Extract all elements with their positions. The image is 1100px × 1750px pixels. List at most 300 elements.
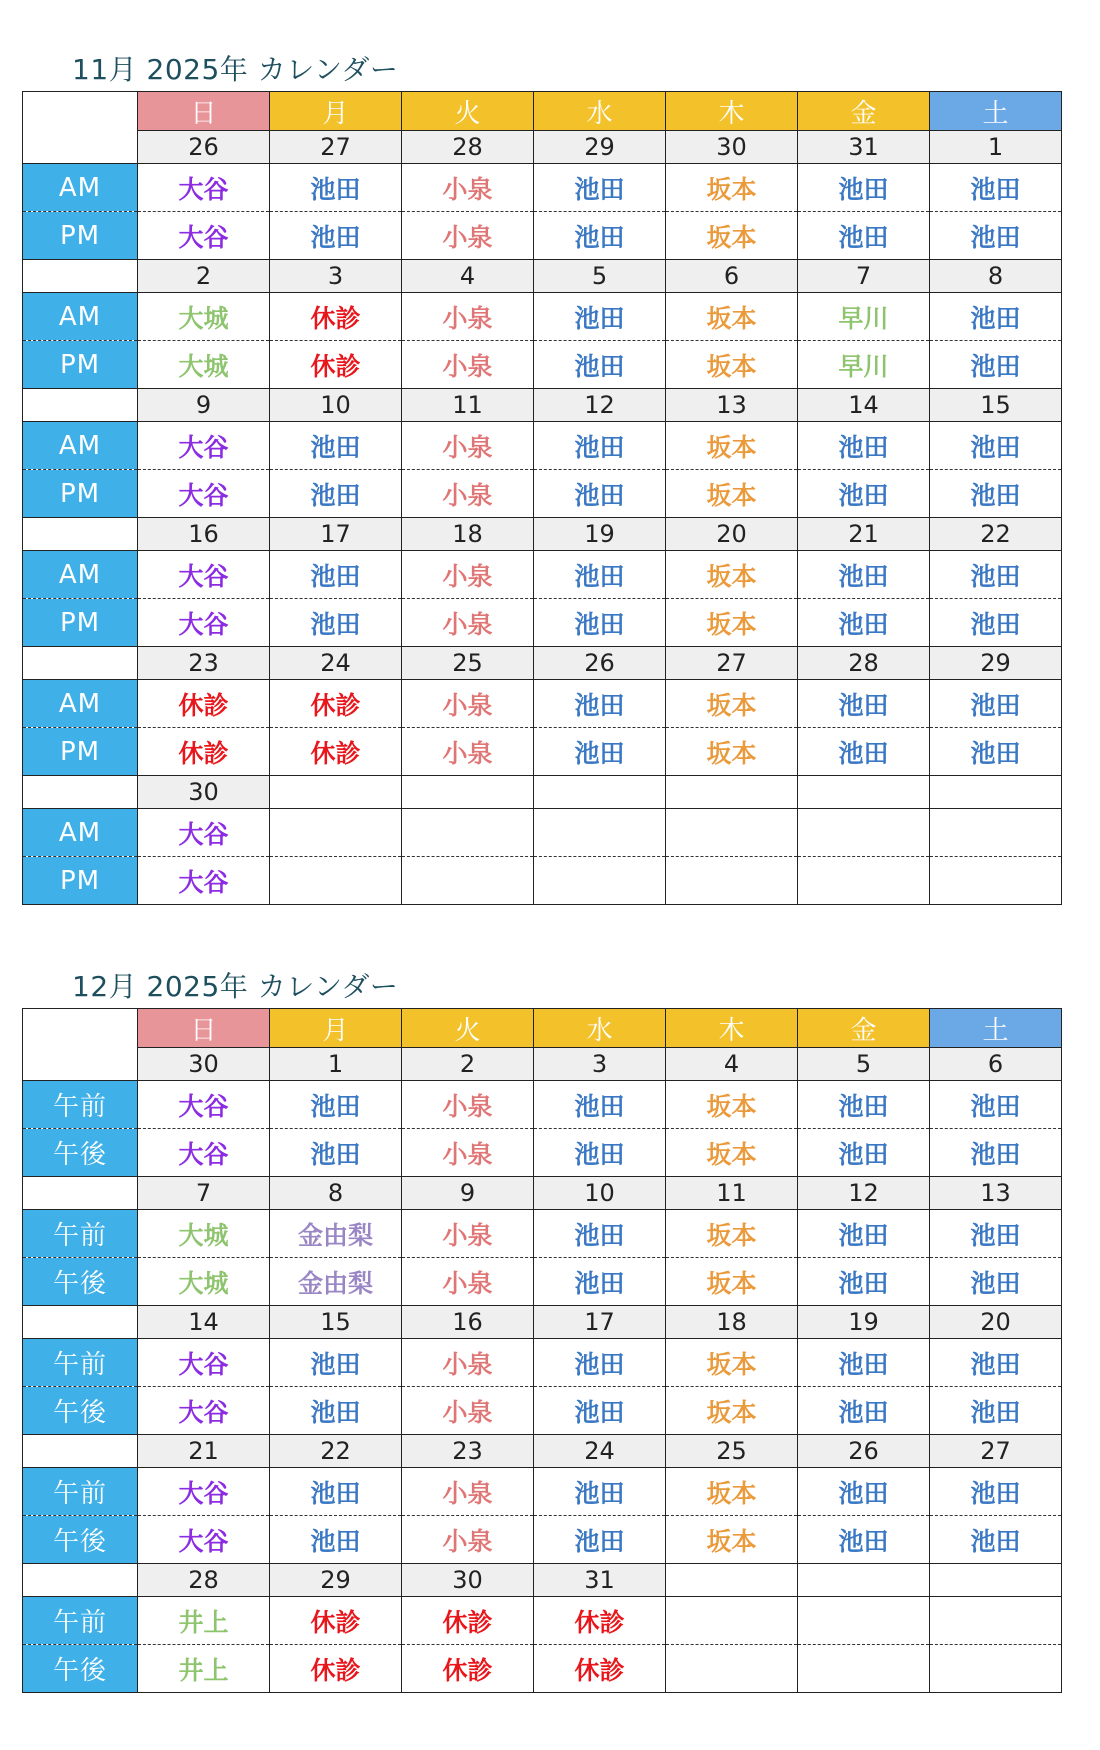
doctor-cell [534,857,666,905]
doctor-cell: 小泉 [402,1468,534,1516]
doctor-cell: 池田 [930,551,1062,599]
pm-row [23,728,1062,776]
date-number: 30 [402,1564,534,1597]
date-number: 15 [930,389,1062,422]
date-row-label-cell [23,1306,138,1339]
doctor-cell: 池田 [534,1081,666,1129]
date-number: 19 [798,1306,930,1339]
pm-row [23,857,1062,905]
date-number: 8 [930,260,1062,293]
doctor-cell: 休診 [534,1645,666,1693]
doctor-cell: 小泉 [402,1339,534,1387]
am-row [23,422,1062,470]
doctor-cell: 池田 [798,212,930,260]
date-number: 27 [930,1435,1062,1468]
date-number [798,776,930,809]
doctor-cell: 池田 [270,1081,402,1129]
am-row [23,293,1062,341]
date-number: 22 [270,1435,402,1468]
date-number: 30 [666,131,798,164]
header-corner-cell [23,1009,138,1081]
date-row [23,1435,1062,1468]
doctor-cell [666,1597,798,1645]
am-label: 午前 [23,1081,138,1129]
am-row [23,1468,1062,1516]
date-number: 30 [138,1048,270,1081]
doctor-cell: 池田 [930,1129,1062,1177]
date-number: 14 [138,1306,270,1339]
doctor-cell [930,857,1062,905]
doctor-cell: 池田 [270,1387,402,1435]
date-number: 2 [402,1048,534,1081]
date-row-label-cell [23,260,138,293]
date-number: 28 [798,647,930,680]
doctor-cell: 大谷 [138,599,270,647]
doctor-cell: 休診 [534,1597,666,1645]
doctor-cell: 池田 [270,212,402,260]
doctor-cell: 池田 [930,599,1062,647]
weekday-header: 土 [930,1009,1062,1048]
weekday-header: 月 [270,1009,402,1048]
date-number: 19 [534,518,666,551]
doctor-cell: 小泉 [402,680,534,728]
doctor-cell: 池田 [930,164,1062,212]
doctor-cell: 池田 [798,1258,930,1306]
weekday-header: 水 [534,1009,666,1048]
doctor-cell [798,1645,930,1693]
doctor-cell: 池田 [930,1210,1062,1258]
doctor-cell: 池田 [930,1387,1062,1435]
date-number: 20 [930,1306,1062,1339]
pm-label: PM [23,728,138,776]
doctor-cell: 池田 [534,1339,666,1387]
pm-row [23,1387,1062,1435]
am-label: 午前 [23,1597,138,1645]
weekday-header: 日 [138,1009,270,1048]
date-number: 12 [534,389,666,422]
doctor-cell: 坂本 [666,1387,798,1435]
doctor-cell: 池田 [270,1468,402,1516]
date-row [23,1306,1062,1339]
am-label: AM [23,809,138,857]
am-row [23,1210,1062,1258]
doctor-cell: 坂本 [666,1468,798,1516]
doctor-cell: 大谷 [138,1081,270,1129]
doctor-cell: 大谷 [138,1339,270,1387]
doctor-cell: 坂本 [666,293,798,341]
doctor-cell: 大谷 [138,1129,270,1177]
date-number: 28 [138,1564,270,1597]
doctor-cell: 池田 [270,470,402,518]
doctor-cell: 池田 [534,422,666,470]
doctor-cell: 井上 [138,1597,270,1645]
doctor-cell: 池田 [930,1468,1062,1516]
date-number: 13 [666,389,798,422]
date-number: 1 [270,1048,402,1081]
doctor-cell: 池田 [798,1387,930,1435]
pm-label: 午後 [23,1258,138,1306]
pm-label: PM [23,212,138,260]
date-number: 29 [270,1564,402,1597]
doctor-cell: 池田 [798,164,930,212]
doctor-cell: 坂本 [666,341,798,389]
doctor-cell: 坂本 [666,1129,798,1177]
date-number: 23 [138,647,270,680]
doctor-cell: 池田 [930,1258,1062,1306]
doctor-cell [534,809,666,857]
doctor-cell: 小泉 [402,1081,534,1129]
doctor-cell: 休診 [270,341,402,389]
date-number: 3 [270,260,402,293]
weekday-header: 水 [534,92,666,131]
doctor-cell [270,857,402,905]
weekday-header: 木 [666,1009,798,1048]
doctor-cell: 池田 [930,341,1062,389]
date-row [23,1048,1062,1081]
doctor-cell [402,809,534,857]
doctor-cell: 池田 [534,1129,666,1177]
doctor-cell: 池田 [534,599,666,647]
doctor-cell: 坂本 [666,680,798,728]
am-row [23,680,1062,728]
doctor-cell: 小泉 [402,599,534,647]
date-number [270,776,402,809]
date-number: 17 [270,518,402,551]
pm-label: PM [23,341,138,389]
doctor-cell: 小泉 [402,1258,534,1306]
doctor-cell: 池田 [798,1081,930,1129]
doctor-cell: 大谷 [138,809,270,857]
doctor-cell: 小泉 [402,1387,534,1435]
calendar-title-november: 11月 2025年 カレンダー [72,53,399,86]
weekday-header: 金 [798,1009,930,1048]
doctor-cell: 小泉 [402,728,534,776]
weekday-header: 金 [798,92,930,131]
pm-row [23,1129,1062,1177]
date-number: 16 [402,1306,534,1339]
weekday-header-row [23,1009,1062,1048]
date-number [666,776,798,809]
doctor-cell: 坂本 [666,1081,798,1129]
date-row [23,647,1062,680]
date-number: 3 [534,1048,666,1081]
doctor-cell: 池田 [534,680,666,728]
doctor-cell: 小泉 [402,551,534,599]
am-row [23,1597,1062,1645]
doctor-cell: 坂本 [666,422,798,470]
pm-row [23,470,1062,518]
date-number: 9 [402,1177,534,1210]
doctor-cell: 大谷 [138,1387,270,1435]
doctor-cell: 大城 [138,1210,270,1258]
doctor-cell: 休診 [270,728,402,776]
doctor-cell: 大城 [138,341,270,389]
date-number: 26 [138,131,270,164]
pm-label: PM [23,470,138,518]
doctor-cell: 池田 [534,1387,666,1435]
doctor-cell [798,809,930,857]
date-number: 27 [666,647,798,680]
date-number: 23 [402,1435,534,1468]
doctor-cell: 池田 [270,1129,402,1177]
date-number [798,1564,930,1597]
pm-label: 午後 [23,1129,138,1177]
am-label: 午前 [23,1468,138,1516]
date-number: 28 [402,131,534,164]
date-number: 4 [402,260,534,293]
date-number: 2 [138,260,270,293]
doctor-cell: 金由梨 [270,1258,402,1306]
doctor-cell: 坂本 [666,164,798,212]
weekday-header: 土 [930,92,1062,131]
doctor-cell: 池田 [270,1339,402,1387]
weekday-header-row [23,92,1062,131]
doctor-cell: 池田 [534,1210,666,1258]
date-number: 26 [798,1435,930,1468]
doctor-cell: 坂本 [666,470,798,518]
doctor-cell: 小泉 [402,164,534,212]
date-number: 14 [798,389,930,422]
date-number: 29 [534,131,666,164]
doctor-cell [930,1597,1062,1645]
doctor-cell: 池田 [798,551,930,599]
date-number [534,776,666,809]
date-number: 11 [666,1177,798,1210]
am-row [23,1339,1062,1387]
date-number: 31 [798,131,930,164]
doctor-cell: 大谷 [138,422,270,470]
doctor-cell: 坂本 [666,1516,798,1564]
date-row-label-cell [23,647,138,680]
date-number: 25 [666,1435,798,1468]
pm-row [23,1516,1062,1564]
doctor-cell: 池田 [270,599,402,647]
doctor-cell: 金由梨 [270,1210,402,1258]
doctor-cell [930,809,1062,857]
doctor-cell: 池田 [930,293,1062,341]
date-row [23,131,1062,164]
doctor-cell: 池田 [534,470,666,518]
doctor-cell: 小泉 [402,341,534,389]
doctor-cell: 池田 [534,1468,666,1516]
doctor-cell [798,1597,930,1645]
doctor-cell: 井上 [138,1645,270,1693]
date-number: 12 [798,1177,930,1210]
doctor-cell: 大谷 [138,470,270,518]
doctor-cell: 池田 [534,341,666,389]
date-row-label-cell [23,1564,138,1597]
pm-label: PM [23,599,138,647]
am-label: AM [23,422,138,470]
date-number: 15 [270,1306,402,1339]
doctor-cell: 休診 [402,1597,534,1645]
date-number: 6 [930,1048,1062,1081]
date-number: 7 [798,260,930,293]
doctor-cell: 池田 [930,728,1062,776]
doctor-cell: 池田 [798,1339,930,1387]
date-number: 10 [270,389,402,422]
doctor-cell: 休診 [402,1645,534,1693]
date-row-label-cell [23,1435,138,1468]
date-row [23,776,1062,809]
header-corner-cell [23,92,138,164]
am-label: AM [23,293,138,341]
doctor-cell: 池田 [798,1468,930,1516]
doctor-cell: 池田 [534,293,666,341]
date-row-label-cell [23,1177,138,1210]
calendar-grid-november [22,91,1062,905]
pm-row [23,599,1062,647]
weekday-header: 火 [402,92,534,131]
doctor-cell: 池田 [798,728,930,776]
weekday-header: 火 [402,1009,534,1048]
date-number: 21 [798,518,930,551]
date-number: 20 [666,518,798,551]
doctor-cell: 大谷 [138,1468,270,1516]
doctor-cell: 休診 [138,728,270,776]
doctor-cell: 池田 [534,1516,666,1564]
doctor-cell: 早川 [798,341,930,389]
doctor-cell: 池田 [534,212,666,260]
date-row [23,518,1062,551]
date-number: 27 [270,131,402,164]
doctor-cell: 大谷 [138,857,270,905]
calendar-grid-december [22,1008,1062,1693]
date-number: 9 [138,389,270,422]
date-row [23,260,1062,293]
doctor-cell: 休診 [270,293,402,341]
doctor-cell: 池田 [534,1258,666,1306]
pm-row [23,1645,1062,1693]
am-row [23,551,1062,599]
doctor-cell: 坂本 [666,1339,798,1387]
doctor-cell: 小泉 [402,1210,534,1258]
doctor-cell [798,857,930,905]
date-row-label-cell [23,776,138,809]
pm-label: 午後 [23,1516,138,1564]
date-number [402,776,534,809]
weekday-header: 日 [138,92,270,131]
doctor-cell: 池田 [930,470,1062,518]
doctor-cell: 坂本 [666,599,798,647]
date-number: 21 [138,1435,270,1468]
doctor-cell: 小泉 [402,470,534,518]
doctor-cell: 池田 [270,1516,402,1564]
doctor-cell: 池田 [930,680,1062,728]
doctor-cell [930,1645,1062,1693]
doctor-cell: 池田 [798,422,930,470]
date-row-label-cell [23,389,138,422]
doctor-cell: 小泉 [402,212,534,260]
date-number: 18 [402,518,534,551]
doctor-cell: 坂本 [666,1210,798,1258]
weekday-header: 木 [666,92,798,131]
doctor-cell: 坂本 [666,551,798,599]
doctor-cell: 池田 [798,1516,930,1564]
date-number: 11 [402,389,534,422]
doctor-cell: 大城 [138,293,270,341]
date-number: 16 [138,518,270,551]
doctor-cell: 大谷 [138,212,270,260]
date-number: 29 [930,647,1062,680]
doctor-cell: 池田 [798,1129,930,1177]
date-number: 30 [138,776,270,809]
doctor-cell: 早川 [798,293,930,341]
doctor-cell: 池田 [930,1081,1062,1129]
doctor-cell: 小泉 [402,1516,534,1564]
am-label: 午前 [23,1210,138,1258]
date-row [23,1564,1062,1597]
date-number: 26 [534,647,666,680]
date-number: 24 [534,1435,666,1468]
weekday-header: 月 [270,92,402,131]
am-label: 午前 [23,1339,138,1387]
doctor-cell: 休診 [270,1597,402,1645]
pm-row [23,341,1062,389]
doctor-cell: 池田 [798,470,930,518]
doctor-cell: 休診 [270,680,402,728]
doctor-cell: 池田 [534,728,666,776]
doctor-cell: 池田 [270,422,402,470]
pm-label: PM [23,857,138,905]
doctor-cell: 池田 [930,1339,1062,1387]
doctor-cell: 池田 [930,422,1062,470]
doctor-cell [666,1645,798,1693]
am-label: AM [23,551,138,599]
doctor-cell: 休診 [138,680,270,728]
date-number: 5 [534,260,666,293]
doctor-cell: 坂本 [666,1258,798,1306]
am-label: AM [23,680,138,728]
doctor-cell: 小泉 [402,293,534,341]
am-row [23,1081,1062,1129]
pm-label: 午後 [23,1645,138,1693]
date-number: 7 [138,1177,270,1210]
date-row [23,1177,1062,1210]
doctor-cell: 池田 [798,1210,930,1258]
doctor-cell: 大谷 [138,1516,270,1564]
date-number [930,776,1062,809]
date-number: 6 [666,260,798,293]
date-number: 13 [930,1177,1062,1210]
doctor-cell: 池田 [930,1516,1062,1564]
date-number: 18 [666,1306,798,1339]
am-row [23,809,1062,857]
doctor-cell: 池田 [798,599,930,647]
date-row-label-cell [23,518,138,551]
doctor-cell [666,809,798,857]
doctor-cell: 休診 [270,1645,402,1693]
doctor-cell [402,857,534,905]
date-number: 17 [534,1306,666,1339]
doctor-cell [270,809,402,857]
doctor-cell: 池田 [270,164,402,212]
calendar-title-december: 12月 2025年 カレンダー [72,970,399,1003]
doctor-cell: 池田 [534,164,666,212]
date-number [930,1564,1062,1597]
date-number: 25 [402,647,534,680]
date-number: 1 [930,131,1062,164]
doctor-cell: 池田 [534,551,666,599]
date-number: 5 [798,1048,930,1081]
date-number: 31 [534,1564,666,1597]
pm-row [23,1258,1062,1306]
date-number: 8 [270,1177,402,1210]
pm-row [23,212,1062,260]
date-row [23,389,1062,422]
am-label: AM [23,164,138,212]
date-number: 24 [270,647,402,680]
